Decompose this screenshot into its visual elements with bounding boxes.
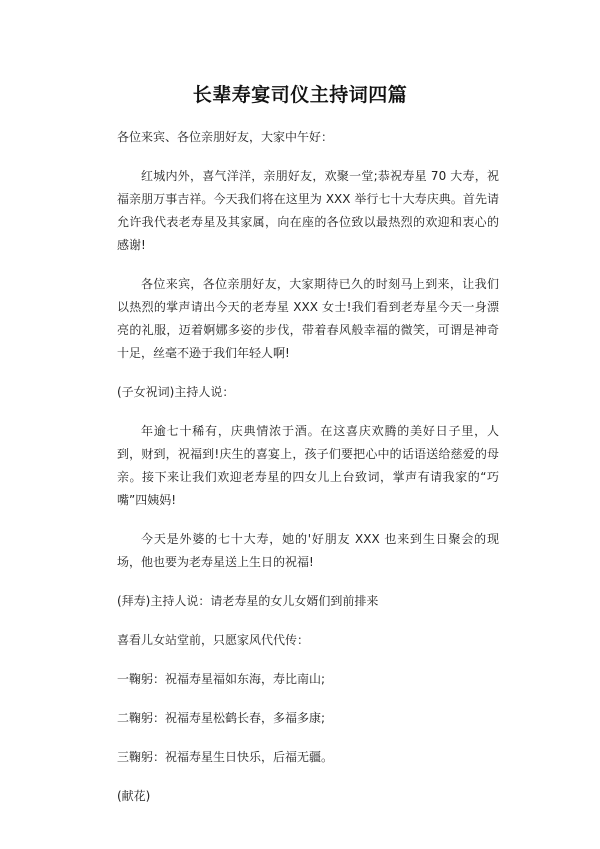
paragraph-first-bow: 一鞠躬：祝福寿星福如东海，寿比南山; [117, 672, 326, 686]
document-title: 长辈寿宴司仪主持词四篇 [192, 84, 408, 106]
paragraph-greeting: 各位来宾、各位亲朋好友，大家中午好： [117, 130, 334, 144]
paragraph-friend-wishes: 今天是外婆的七十大寿，她的'好朋友 XXX 也来到生日聚会的现场，他也要为老寿星送上生日的祝福! [117, 532, 499, 569]
paragraph-welcome-star: 各位来宾，各位亲朋好友，大家期待已久的时刻马上到来，让我们以热烈的掌声请出今天的老寿星 XXX 女士!我们看到老寿星今天一身漂亮的礼服，迈着婀娜多姿的步伐，带着春风般幸福的微笑，可谓是神奇十足，丝毫不逊于我们年轻人啊! [117, 277, 499, 360]
document-body [117, 126, 499, 808]
paragraph-family-tradition: 喜看儿女站堂前，只愿家风代代传： [117, 633, 310, 647]
paragraph-third-bow: 三鞠躬：祝福寿星生日快乐，后福无疆。 [117, 750, 334, 764]
paragraph-present-flowers: (献花) [117, 789, 151, 803]
paragraph-opening: 红城内外，喜气洋洋，亲朋好友，欢聚一堂;恭祝寿星 70 大寿，祝福亲朋万事吉祥。今天我们将在这里为 XXX 举行七十大寿庆典。首先请允许我代表老寿星及其家属，向在座的各位致以最热烈的欢迎和衷心的感谢! [117, 169, 499, 252]
paragraph-second-bow: 二鞠躬：祝福寿星松鹤长春，多福多康; [117, 711, 326, 725]
paragraph-children-speech-heading: (子女祝词)主持人说： [117, 385, 235, 399]
paragraph-bow-heading: (拜寿)主持人说：请老寿星的女儿女婿们到前排来 [117, 594, 379, 608]
paragraph-children-speech: 年逾七十稀有，庆典情浓于酒。在这喜庆欢腾的美好日子里，人到，财到，祝福到!庆生的喜宴上，孩子们要把心中的话语送给慈爱的母亲。接下来让我们欢迎老寿星的四女儿上台致词，掌声有请我家的“巧嘴”四姨妈! [117, 424, 499, 507]
